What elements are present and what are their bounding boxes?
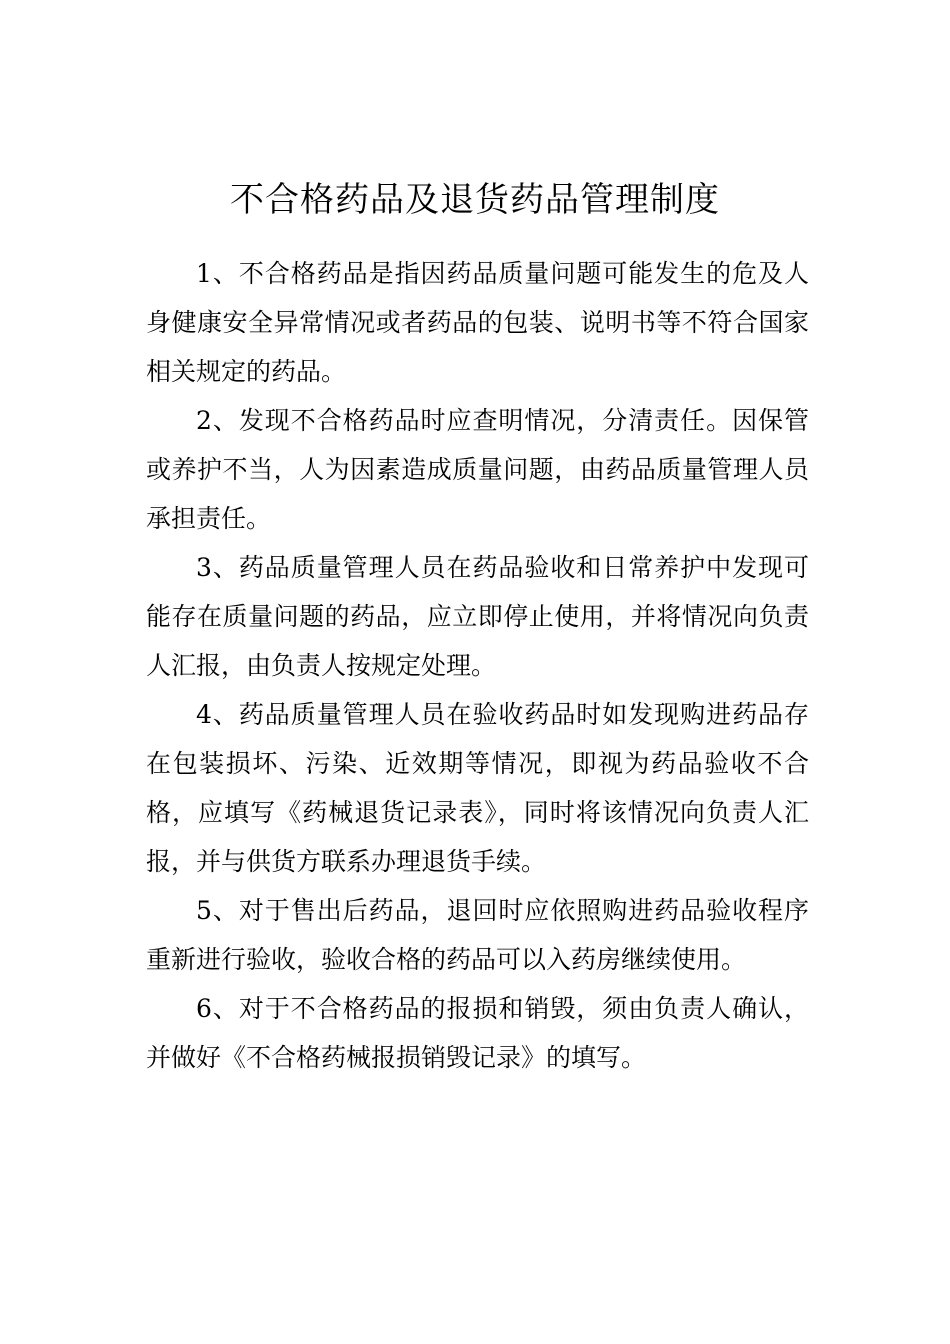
paragraph-4: 4、药品质量管理人员在验收药品时如发现购进药品存在包装损坏、污染、近效期等情况，即视为药品验收不合格，应填写《药械退货记录表》，同时将该情况向负责人汇报，并与供货方联系办理退货手续。 [146, 700, 809, 876]
document-title: 不合格药品及退货药品管理制度 [230, 180, 720, 220]
document-body [146, 249, 809, 1082]
paragraph-3: 3、药品质量管理人员在药品验收和日常养护中发现可能存在质量问题的药品，应立即停止使用，并将情况向负责人汇报，由负责人按规定处理。 [146, 553, 809, 680]
paragraph-2: 2、发现不合格药品时应查明情况，分清责任。因保管或养护不当，人为因素造成质量问题，由药品质量管理人员承担责任。 [146, 406, 809, 533]
paragraph-1: 1、不合格药品是指因药品质量问题可能发生的危及人身健康安全异常情况或者药品的包装、说明书等不符合国家相关规定的药品。 [146, 259, 809, 386]
paragraph-6: 6、对于不合格药品的报损和销毁，须由负责人确认，并做好《不合格药械报损销毁记录》的填写。 [146, 994, 809, 1072]
paragraph-5: 5、对于售出后药品，退回时应依照购进药品验收程序重新进行验收，验收合格的药品可以入药房继续使用。 [146, 896, 809, 974]
